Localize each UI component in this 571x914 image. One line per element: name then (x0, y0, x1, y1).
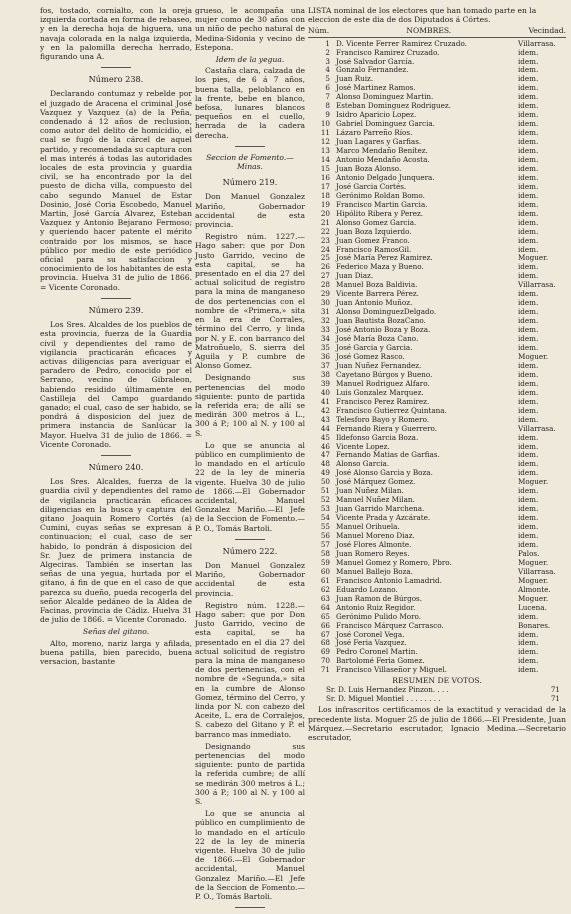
row-vecindad: Moguer. (518, 557, 549, 567)
row-vecindad: idem. (518, 172, 539, 182)
list-column-headers (308, 26, 566, 37)
row-name: Francisco RamosGil. (336, 244, 412, 254)
row-name: Juan Diaz. (336, 271, 374, 281)
row-number: 67 (320, 629, 330, 639)
row-name: Marco Mendaño Benítez. (336, 146, 428, 156)
header-number: Núm. (308, 26, 330, 36)
row-number: 64 (320, 602, 330, 612)
row-vecindad: Villarrasa. (518, 423, 556, 433)
header-names: NOMBRES. (406, 26, 452, 36)
row-name: José Alonso Garcia y Boza. (336, 468, 433, 478)
row-name: Francisco Márquez Carrasco. (336, 620, 444, 630)
row-name: Ildefonso Garcia Boza. (336, 432, 419, 442)
row-name: José Garcia Cortés. (336, 181, 407, 191)
row-name: José Flores Almonte. (336, 539, 412, 549)
divider (101, 67, 131, 68)
paragraph-222-governor: Don Manuel Gonzalez Mariño, Gobernador accidental de esta provincia. (195, 560, 305, 598)
row-vecindad: Moguer. (518, 477, 549, 487)
row-number: 8 (325, 101, 330, 111)
column-right-elector-list (308, 6, 566, 750)
row-name: Isidro Aparicio Lopez. (336, 110, 417, 120)
row-number: 11 (320, 128, 330, 138)
paragraph-222-designando: Designando sus pertenencias del modo siguiente: punto de partida la referida cumbre; de allí se medirán 300 metros á L.; 300 á P.; 100 al N. y 100 al S. (195, 741, 305, 807)
row-number: 49 (320, 468, 330, 478)
column-left (40, 6, 192, 669)
row-vecindad: idem. (518, 217, 539, 227)
row-number: 5 (325, 74, 330, 84)
row-vecindad: idem. (518, 369, 539, 379)
row-name: José Márquez Gomez. (336, 477, 416, 487)
row-vecindad: idem. (518, 110, 539, 120)
paragraph-horse-description: fos, tostado, cornialto, con la oreja izquierda cortada en forma de rebaseo, y en la derecha hoja de higuera, una navaja colorada en la nalga izquierda, y en la palomilla derecha herrado, figurando una A. (40, 6, 192, 62)
heading-number-240: Número 240. (88, 461, 144, 472)
heading-number-239: Número 239. (88, 304, 144, 315)
row-vecindad: idem. (518, 629, 539, 639)
row-vecindad: idem. (518, 656, 539, 666)
row-name: Bartolomé Feria Gomez. (336, 656, 425, 666)
divider (235, 907, 265, 908)
summary-votes: 71 (550, 694, 560, 704)
row-name: Juan Garrido Marchena. (336, 504, 425, 514)
row-vecindad: idem. (518, 513, 539, 523)
row-name: Francisco Martin Garcia. (336, 199, 428, 209)
summary-title: RESUMEN DE VOTOS. (392, 676, 482, 686)
row-vecindad: idem. (518, 199, 539, 209)
divider (235, 146, 265, 147)
row-name: Antonio Mendaño Acosta. (336, 155, 430, 164)
row-vecindad: idem. (518, 208, 539, 218)
row-name: Juan Bautista BozaCano. (336, 316, 426, 326)
row-number: 44 (320, 423, 330, 433)
row-number: 66 (320, 620, 330, 630)
row-vecindad: idem. (518, 414, 539, 424)
row-name: Manuel Ballejo Boza. (336, 566, 413, 576)
row-vecindad: idem. (518, 289, 539, 299)
row-number: 56 (320, 531, 330, 541)
row-number: 3 (325, 56, 330, 66)
summary-votes: 71 (550, 685, 560, 695)
row-vecindad: idem. (518, 235, 539, 245)
row-number: 70 (320, 656, 330, 666)
row-number: 25 (320, 253, 330, 263)
row-name: Manuel Boza Baldivia. (336, 280, 418, 290)
paragraph-gitano-description: Alto, moreno, nariz larga y afilada, buena patilla, bien parecido, buena versacion, bastante (40, 638, 192, 666)
row-vecindad: idem. (518, 665, 539, 675)
row-name: Francisco Villaseñor y Miguel. (336, 665, 447, 675)
row-vecindad: Almonte. (518, 584, 551, 594)
row-vecindad: idem. (518, 450, 539, 460)
row-number: 46 (320, 441, 330, 451)
row-number: 23 (320, 235, 330, 245)
row-number: 55 (320, 522, 330, 532)
row-vecindad: idem. (518, 181, 539, 191)
paragraph-219-registro: Registro núm. 1227.—Hago saber: que por Don Justo Garrido, vecino de esta capital, se ha presentado en el dia 27 del actual solicitud de registro para la mina de manganeso de dos pertenencias con el nombre de «Primera,» sita en la era de Corrales, término del Cerro, y linda por N. y E. con barranco del Matroñuelo, S. sierra del Aguila y P. cumbre de Alonso Gomez. (195, 232, 305, 371)
row-number: 7 (325, 92, 330, 102)
row-number: 57 (320, 539, 330, 549)
row-vecindad: idem. (518, 226, 539, 236)
row-name: Vicente Lopez. (336, 441, 390, 451)
paragraph-222-registro: Registro núm. 1228.—Hago saber: que por Don Justo Garrido, vecino de esta capital, se ha presentado en el dia 27 del actual solicitud de registro para la mina de manganeso de dos pertenencias, con el nombre de «Segunda,» sita en la cumbre de Alonso Gomez, término del Cerro, y linda por N. con cabezo del Aceite, L. era de Corralejos, S. cabezo del Gitano y P. el barranco mas inmediato. (195, 600, 305, 739)
row-vecindad: idem. (518, 47, 539, 57)
row-name: Juan Nuñez Fernandez. (336, 360, 422, 370)
row-name: Luis Gonzalez Marquez. (336, 387, 424, 397)
column-middle (195, 6, 305, 914)
row-vecindad: idem. (518, 101, 539, 111)
row-number: 1 (325, 38, 330, 48)
certification-footer: Los infrascritos certificamos de la exactitud y veracidad de la precedente lista. Moguer 25 de julio de 1866.—El Presidente, Juan Márquez.—Secretario escrutador, Ignacio Medina.—Secretario escrutador, (308, 705, 566, 743)
paragraph-240: Los Sres. Alcaldes, fuerza de la guardia civil y dependientes del ramo de vigilancia practicarán eficaces diligencias en la busca y captura del gitano Joaquin Romero Cortés (a) Cumini, cuyas señas se expresan á continuacion; el cual, caso de ser habido, lo pondrán á disposicion del Sr. Juez de primera instancia de Algeciras. También se insertan las señas de una yegua, hurtada por el gitano, á fin de que en el caso de que parezca su dueño, pueda recogerla del señor Alcalde pedáneo de la Aldea de Facinas, provincia de Cádiz. Huelva 31 de julio de 1866. = Vicente Coronado. (40, 477, 192, 625)
row-vecindad: idem. (518, 83, 539, 93)
row-name: José Garcia y Garcia. (336, 343, 413, 353)
paragraph-continuation: grueso, le acompaña una mujer como de 30 años con un niño de pecho natural de Medina-Sidonia y vecino de Estepona. (195, 6, 305, 52)
row-name: Alonso Garcia. (336, 459, 390, 469)
row-name: Federico Maza y Bueno. (336, 262, 424, 272)
row-number: 71 (320, 665, 330, 675)
summary-row (308, 694, 566, 703)
row-number: 34 (320, 334, 330, 344)
row-vecindad: Bonares. (518, 620, 551, 630)
row-vecindad: idem. (518, 396, 539, 406)
row-vecindad: idem. (518, 163, 539, 173)
row-number: 33 (320, 325, 330, 335)
row-vecindad: idem. (518, 468, 539, 478)
row-name: D. Vicente Ferrer Ramirez Cruzado. (336, 38, 467, 48)
row-name: Manuel Nuñez Milan. (336, 495, 415, 505)
row-name: Eduardo Lozano. (336, 584, 398, 594)
row-name: Antonio Delgado Junquera. (336, 172, 435, 182)
summary-row (308, 685, 566, 694)
row-vecindad: Villarrasa. (518, 280, 556, 290)
row-vecindad: idem. (518, 405, 539, 415)
row-number: 22 (320, 226, 330, 236)
row-name: Lázaro Parreño Ríos. (336, 128, 413, 138)
row-name: Telesforo Bayo y Romero. (336, 414, 430, 424)
row-name: Juan Antonio Muñoz. (336, 298, 413, 308)
row-number: 62 (320, 584, 330, 594)
row-vecindad: idem. (518, 137, 539, 147)
row-vecindad: idem. (518, 387, 539, 397)
row-name: José Coronel Vega. (336, 629, 405, 639)
row-name: José Martinez Ramos. (336, 83, 416, 93)
row-vecindad: idem. (518, 190, 539, 200)
subheading-gitano: Señas del gitano. (82, 627, 150, 637)
row-name: Vicente Prada y Azcárate. (336, 513, 431, 523)
row-vecindad: idem. (518, 307, 539, 317)
row-name: Manuel Rodriguez Alfaro. (336, 378, 430, 388)
row-name: Alonso Gomez Garcia. (336, 217, 417, 227)
row-vecindad: idem. (518, 531, 539, 541)
paragraph-219-governor: Don Manuel Gonzalez Mariño, Gobernador accidental de esta provincia. (195, 192, 305, 230)
row-number: 19 (320, 199, 330, 209)
row-name: Alonso DominguezDelgado. (336, 307, 437, 317)
row-number: 15 (320, 163, 330, 173)
row-vecindad: idem. (518, 486, 539, 496)
paragraph-239: Los Sres. Alcaldes de los pueblos de esta provincia, fuerza de la Guardia civil y dependientes del ramo de vigilancia practicarán eficaces y activas diligencias para averiguar el paradero de Pedro, conocido por el Serrano, vecino de Gibraleon, habiendo residido últimamente en Castilleja del Campo guardando ganado; el cual, caso de ser habido, se pondrá á disposicion del juez de primera instancia de Sanlúcar la Mayor. Huelva 31 de julio de 1866. = Vicente Coronado. (40, 320, 192, 449)
row-name: Juan Nuñez Milan. (336, 486, 404, 496)
row-name: Francisco Perez Ramirez. (336, 396, 430, 406)
row-vecindad: Moguer. (518, 575, 549, 585)
heading-number-238: Número 238. (88, 74, 144, 85)
row-number: 63 (320, 593, 330, 603)
row-number: 50 (320, 477, 330, 487)
row-number: 27 (320, 271, 330, 281)
summary-rows (308, 685, 566, 703)
row-name: Juan Ramon de Búrgos. (336, 593, 423, 603)
row-number: 16 (320, 172, 330, 182)
row-vecindad: idem. (518, 647, 539, 657)
row-number: 26 (320, 262, 330, 272)
row-name: Fernando Riera y Guerrero. (336, 423, 438, 433)
row-vecindad: idem. (518, 74, 539, 84)
row-name: José Antonio Boza y Boza. (336, 325, 431, 335)
row-number: 6 (325, 83, 330, 93)
row-name: Pedro Coronel Martin. (336, 647, 418, 657)
row-vecindad: idem. (518, 504, 539, 514)
row-name: Manuel Gomez y Romero, Pbro. (336, 557, 452, 567)
row-vecindad: idem. (518, 56, 539, 66)
row-number: 52 (320, 495, 330, 505)
row-number: 53 (320, 504, 330, 514)
row-vecindad: idem. (518, 271, 539, 281)
row-vecindad: Palos. (518, 548, 540, 558)
row-vecindad: idem. (518, 298, 539, 308)
row-vecindad: Lucena. (518, 602, 547, 612)
row-number: 28 (320, 280, 330, 290)
paragraph-222-anuncio: Lo que se anuncia al público en cumplimiento de lo mandado en el artículo 22 de la ley de minería vigente. Huelva 30 de julio de 1866.—El Gobernador accidental, Manuel Gonzalez Mariño.—El Jefe de la Seccion de Fomento.—P. O., Tomás Bartoli. (195, 809, 305, 902)
row-name: Esteban Dominguez Rodriguez. (336, 101, 451, 111)
row-name: José Gomez Rasco. (336, 351, 405, 361)
row-vecindad: idem. (518, 128, 539, 138)
row-number: 17 (320, 181, 330, 191)
row-number: 20 (320, 208, 330, 218)
paragraph-yegua-description: Castaña clara, calzada de los pies, de 6 á 7 años, buena talla, peloblanco en la frente, bebe en blanco, befosa, lunares blancos pequeños en el cuello, herrada de la cadera derecha. (195, 66, 305, 140)
row-number: 39 (320, 378, 330, 388)
row-vecindad: idem. (518, 432, 539, 442)
row-name: Gerónimo Roldan Bomo. (336, 190, 425, 200)
row-number: 58 (320, 548, 330, 558)
row-name: José Feria Vazquez. (336, 638, 407, 648)
row-vecindad: idem. (518, 334, 539, 344)
row-number: 68 (320, 638, 330, 648)
row-vecindad: idem. (518, 316, 539, 326)
row-name: Alonso Dominguez Martin. (336, 92, 434, 102)
row-number: 9 (325, 110, 330, 120)
row-vecindad: Moguer. (518, 593, 549, 603)
row-name: José Salvador García. (336, 56, 415, 66)
row-number: 21 (320, 217, 330, 227)
divider (235, 539, 265, 540)
row-number: 36 (320, 351, 330, 361)
section-fomento-minas: Seccion de Fomento.—Minas. (206, 152, 294, 172)
row-vecindad: idem. (518, 638, 539, 648)
row-vecindad: idem. (518, 325, 539, 335)
heading-number-219: Número 219. (222, 177, 278, 188)
row-vecindad: idem. (518, 611, 539, 621)
row-vecindad: idem. (518, 522, 539, 532)
row-vecindad: idem. (518, 539, 539, 549)
row-number: 37 (320, 360, 330, 370)
row-vecindad: idem. (518, 378, 539, 388)
table-row (308, 666, 566, 675)
row-name: Juan Lagares y Garfias. (336, 137, 422, 147)
row-vecindad: idem. (518, 65, 539, 75)
row-name: Gabriel Dominguez Garcia. (336, 119, 435, 129)
row-vecindad: idem. (518, 360, 539, 370)
row-number: 2 (325, 47, 330, 57)
header-vecindad: Vecindad. (528, 26, 566, 36)
row-vecindad: idem. (518, 495, 539, 505)
row-name: Manuel Moreno Diaz. (336, 531, 415, 541)
row-number: 45 (320, 432, 330, 442)
row-number: 29 (320, 289, 330, 299)
row-number: 54 (320, 513, 330, 523)
row-name: Juan Ruiz. (336, 74, 374, 84)
paragraph-219-designando: Designando sus pertenencias del modo siguiente: punto de partida la referida era; de allí se medirán 300 metros á L., 300 á P.; 100 al N. y 100 al S. (195, 373, 305, 438)
row-number: 59 (320, 557, 330, 567)
summary-candidate: Sr. D. Miguel Montiel . . . . . . . . (326, 694, 441, 704)
row-vecindad: idem. (518, 441, 539, 451)
row-vecindad: idem. (518, 244, 539, 254)
row-number: 69 (320, 647, 330, 657)
row-name: Antonio Ruiz Regidor. (336, 602, 416, 612)
row-number: 43 (320, 414, 330, 424)
row-name: Juan Boza Izquierdo. (336, 226, 412, 236)
row-vecindad: idem. (518, 119, 539, 129)
row-number: 60 (320, 566, 330, 576)
heading-number-222: Número 222. (222, 545, 278, 556)
row-name: Francisco Antonio Lamadrid. (336, 575, 442, 585)
row-name: Francisco Gutierrez Quintana. (336, 405, 447, 415)
row-name: Juan Romero Reyes. (336, 548, 410, 558)
row-number: 35 (320, 343, 330, 353)
row-vecindad: idem. (518, 146, 539, 156)
subheading-yegua: Idem de la yegua. (215, 55, 285, 65)
divider (101, 455, 131, 456)
row-number: 42 (320, 405, 330, 415)
paragraph-238: Declarando contumaz y rebelde por el juzgado de Aracena el criminal José Vazquez y Vazquez (a) de la Peña, condenado á 12 años de reclusion, como autor del delito de homicidio, el cual se fugó de la cárcel de aquel partido, y recomendada su captura con el mas interés á todas las autoridades locales de esta provincia y guardia civil, se ha encontrado por la del puesto de dicha villa, compuesto del cabo segundo Manuel de Estar Dosinio, José Coria Escobedo, Manuel Martin, José García Alvarez, Esteban Vazquez y Antonio Bejarano Fermoso; y queriendo hacer patente el mérito contraido por los mismos, se hace público por medio de este periódico oficial para su satisfaccion y conocimiento de los habitantes de esta provincia. Huelva 31 de julio de 1866. = Vicente Coronado. (40, 89, 192, 292)
row-number: 30 (320, 298, 330, 308)
list-title: LISTA nominal de los electores que han tomado parte en la eleccion de este dia de dos Diputados á Córtes. (308, 6, 537, 25)
row-vecindad: idem. (518, 262, 539, 272)
row-number: 40 (320, 387, 330, 397)
row-number: 31 (320, 307, 330, 317)
row-number: 18 (320, 190, 330, 200)
row-name: Cayetano Búrgos y Bueno. (336, 369, 433, 379)
row-number: 32 (320, 316, 330, 326)
row-number: 61 (320, 575, 330, 585)
row-vecindad: idem. (518, 155, 539, 164)
row-vecindad: Moguer. (518, 351, 549, 361)
row-vecindad: Villarrasa. (518, 566, 556, 576)
elector-rows (308, 40, 566, 676)
row-number: 47 (320, 450, 330, 460)
divider (101, 298, 131, 299)
row-name: Juan Boza Alonso. (336, 163, 402, 173)
row-vecindad: idem. (518, 92, 539, 102)
row-name: Gonzalo Fernandez. (336, 65, 409, 75)
row-number: 38 (320, 369, 330, 379)
row-name: Gerónimo Pulido Moro. (336, 611, 421, 621)
row-name: Manuel Orihuela. (336, 522, 400, 532)
row-number: 41 (320, 396, 330, 406)
row-vecindad: Villarrasa. (518, 38, 556, 48)
row-name: Francisco Ramirez Cruzado. (336, 47, 440, 57)
row-number: 10 (320, 119, 330, 129)
row-number: 48 (320, 459, 330, 469)
row-vecindad: idem. (518, 343, 539, 353)
row-name: Fernando Matias de Garfias. (336, 450, 440, 460)
paragraph-219-anuncio: Lo que se anuncia al público en cumplimiento de lo mandado en el artículo 22 de la ley de minería vigente. Huelva 30 de julio de 1866.—El Gobernador accidental, Manuel Gonzalez Mariño.—El Jefe de la Seccion de Fomento.—P. O., Tomás Bartoli. (195, 440, 305, 533)
row-vecindad: idem. (518, 459, 539, 469)
row-name: Hipólito Ribera y Perez. (336, 208, 424, 218)
row-number: 51 (320, 486, 330, 496)
row-number: 65 (320, 611, 330, 621)
row-number: 13 (320, 146, 330, 156)
row-number: 12 (320, 137, 330, 147)
row-number: 14 (320, 155, 330, 164)
row-vecindad: Moguer. (518, 253, 549, 263)
row-name: José María Boza Cano. (336, 334, 419, 344)
row-name: Vicente Barrera Pérez. (336, 289, 419, 299)
row-name: José María Perez Ramirez. (336, 253, 433, 263)
summary-candidate: Sr. D. Luis Hernandez Pinzon. . . . (326, 685, 449, 695)
row-number: 24 (320, 244, 330, 254)
row-number: 4 (325, 65, 330, 75)
row-name: Juan Gomez Franco. (336, 235, 410, 245)
